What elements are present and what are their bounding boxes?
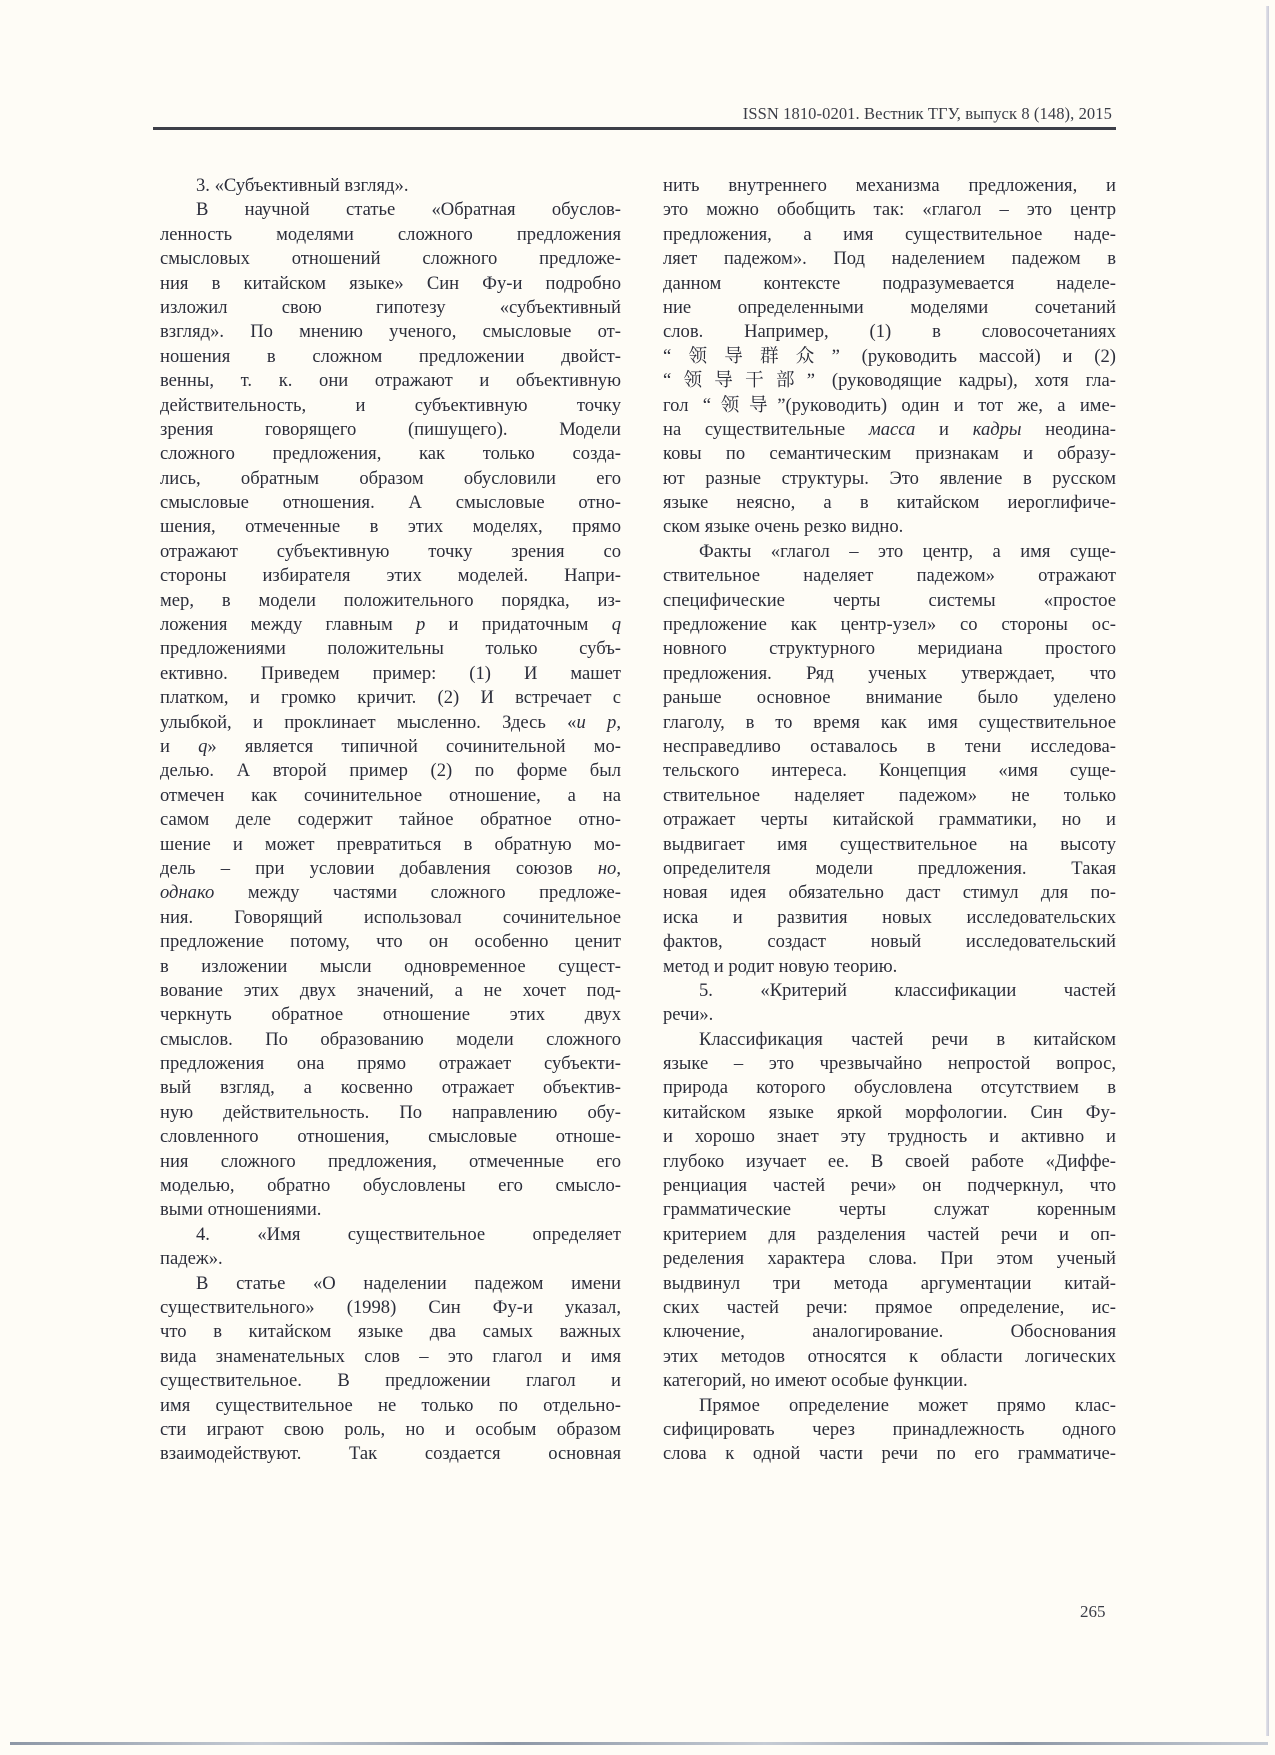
text-line: ключение, аналогирование. Обоснования: [663, 1321, 1116, 1343]
text-line: ния в китайском языке» Син Фу-и подробно: [160, 272, 621, 294]
text-line: словленного отношения, смысловые отноше-: [160, 1126, 621, 1148]
text-line: отмечен как сочинительное отношение, а на: [160, 784, 621, 806]
text-line: мер, в модели положительного порядка, из-: [160, 589, 621, 611]
text-line: смыслов. По образованию модели сложного: [160, 1028, 621, 1050]
text-line: имя существительное не только по отдельно-: [160, 1394, 621, 1416]
text-line: 5. «Критерий классификации частей: [699, 979, 1116, 1001]
text-line: в изложении мысли одновременное сущест-: [160, 955, 621, 977]
text-line: падеж».: [160, 1248, 223, 1270]
text-line: взгляд». По мнению ученого, смысловые от-: [160, 321, 621, 343]
text-line: определителя модели предложения. Такая: [663, 857, 1116, 879]
text-line: моделью, обратно обусловлены его смысло-: [160, 1175, 621, 1197]
text-line: сложного предложения, как только созда-: [160, 443, 621, 465]
text-line: и q» является типичной сочинительной мо-: [160, 735, 622, 757]
text-line: грамматические черты служат коренным: [663, 1199, 1116, 1221]
text-line: сифицировать через принадлежность одного: [663, 1418, 1116, 1440]
text-line: взаимодействуют. Так создается основная: [160, 1443, 621, 1465]
text-line: предложениями положительны только субъ-: [160, 638, 621, 660]
text-line: ковы по семантическим признакам и образу-: [663, 443, 1116, 465]
text-line: вование этих двух значений, а не хочет под-: [160, 979, 621, 1001]
text-line: делью. А второй пример (2) по форме был: [160, 760, 621, 782]
text-line: зрения говорящего (пишущего). Модели: [160, 418, 621, 440]
text-line: ния сложного предложения, отмеченные его: [160, 1150, 621, 1172]
header-rule: [153, 127, 1116, 130]
text-line: вида знаменательных слов – это глагол и имя: [160, 1345, 621, 1367]
text-line: выми отношениями.: [160, 1199, 322, 1221]
text-line: на существительные масса и кадры неодина-: [663, 418, 1116, 440]
text-line: данном контексте подразумевается наделе-: [663, 272, 1116, 294]
text-line: критерием для разделения частей речи и оп-: [663, 1223, 1116, 1245]
text-line: языке – это чрезвычайно непростой вопрос,: [663, 1053, 1116, 1075]
text-line: нить внутреннего механизма предложения, и: [663, 175, 1116, 196]
text-line: несправедливо оставалось в тени исследова-: [663, 735, 1116, 757]
text-line: смысловые отношения. А смысловые отно-: [160, 492, 621, 514]
text-line: ную действительность. По направлению обу-: [160, 1101, 621, 1123]
text-line: вый взгляд, а косвенно отражает объектив-: [160, 1077, 621, 1099]
running-head: ISSN 1810-0201. Вестник ТГУ, выпуск 8 (148), 2015: [742, 104, 1112, 123]
text-line: фактов, создаст новый исследовательский: [663, 931, 1116, 953]
text-line: речи».: [663, 1004, 714, 1026]
text-line: отражает черты китайской грамматики, но и: [663, 809, 1116, 831]
text-line: изложил свою гипотезу «субъективный: [160, 296, 621, 318]
text-line: черкнуть обратное отношение этих двух: [160, 1004, 621, 1026]
text-line: ределения характера слова. При этом ученый: [663, 1248, 1116, 1270]
text-line: и хорошо знает эту трудность и активно и: [663, 1126, 1116, 1148]
text-line: предложения она прямо отражает субъекти-: [160, 1053, 621, 1075]
text-line: ношения в сложном предложении двойст-: [160, 345, 621, 367]
right-column: [663, 174, 1116, 1467]
text-line: отражают субъективную точку зрения со: [160, 540, 621, 562]
text-line: Факты «глагол – это центр, а имя суще-: [699, 540, 1116, 562]
scan-edge-bottom: [10, 1742, 1268, 1745]
text-line: ленность моделями сложного предложения: [160, 223, 621, 245]
text-line: ния. Говорящий использовал сочинительное: [160, 906, 621, 928]
text-line: “领导干部” (руководящие кадры), хотя гла-: [663, 370, 1116, 392]
text-line: шение и может превратиться в обратную мо-: [160, 833, 621, 855]
text-line: предложения, а имя существительное наде-: [663, 223, 1116, 245]
text-line: слова к одной части речи по его грамматиче-: [663, 1443, 1116, 1465]
page-number: 265: [1080, 1602, 1106, 1621]
text-line: предложения. Ряд ученых утверждает, что: [663, 662, 1116, 684]
text-line: “领导群众” (руководить массой) и (2): [663, 345, 1116, 367]
text-line: венны, т. к. они отражают и объективную: [160, 370, 621, 392]
text-line: что в китайском языке два самых важных: [160, 1321, 621, 1343]
text-line: лись, обратным образом обусловили его: [160, 467, 621, 489]
text-line: ложения между главным p и придаточным q: [160, 614, 621, 636]
text-line: иска и развития новых исследовательских: [663, 906, 1116, 928]
text-line: Классификация частей речи в китайском: [699, 1028, 1116, 1050]
text-line: В научной статье «Обратная обуслов-: [196, 199, 621, 221]
text-line: новая идея обязательно даст стимул для по-: [663, 882, 1116, 904]
left-column: [160, 174, 621, 1467]
text-line: китайском языке яркой морфологии. Син Фу-: [663, 1101, 1116, 1123]
text-line: ние определенными моделями сочетаний: [663, 296, 1116, 318]
text-line: дель – при условии добавления союзов но,: [160, 857, 621, 879]
text-line: слов. Например, (1) в словосочетаниях: [663, 321, 1116, 343]
text-line: стороны избирателя этих моделей. Напри-: [160, 565, 621, 587]
text-line: ективно. Приведем пример: (1) И машет: [160, 662, 621, 684]
text-line: действительность, и субъективную точку: [160, 394, 621, 416]
text-line: выдвинул три метода аргументации китай-: [663, 1272, 1116, 1294]
text-line: В статье «О наделении падежом имени: [196, 1272, 621, 1294]
text-line: языке неясно, а в китайском иероглифиче-: [663, 492, 1116, 514]
text-line: ских частей речи: прямое определение, ис-: [663, 1296, 1116, 1318]
text-line: выдвигает имя существительное на высоту: [663, 833, 1116, 855]
text-line: сти играют свою роль, но и особым образом: [160, 1418, 621, 1440]
text-line: метод и родит новую теорию.: [663, 955, 898, 977]
text-line: глаголу, в то время как имя существительное: [663, 711, 1116, 733]
text-line: самом деле содержит тайное обратное отно-: [160, 809, 621, 831]
text-line: предложение потому, что он особенно ценит: [160, 931, 621, 953]
text-line: тельского интереса. Концепция «имя суще-: [663, 760, 1116, 782]
text-line: гол “领导”(руководить) один и тот же, а име-: [663, 394, 1116, 416]
text-line: 4. «Имя существительное определяет: [196, 1223, 621, 1245]
text-line: шения, отмеченные в этих моделях, прямо: [160, 516, 621, 538]
text-line: существительное. В предложении глагол и: [160, 1370, 621, 1392]
text-line: ском языке очень резко видно.: [663, 516, 904, 538]
text-line: специфические черты системы «простое: [663, 589, 1116, 611]
text-line: ствительное наделяет падежом» отражают: [663, 565, 1116, 587]
text-line: это можно обобщить так: «глагол – это центр: [663, 199, 1116, 221]
text-line: платком, и громко кричит. (2) И встречает с: [160, 687, 621, 709]
text-line: ляет падежом». Под наделением падежом в: [663, 248, 1116, 270]
text-line: существительного» (1998) Син Фу-и указал,: [160, 1296, 621, 1318]
text-line: однако между частями сложного предложе-: [160, 882, 621, 904]
text-line: глубоко изучает ее. В своей работе «Диффе-: [663, 1150, 1116, 1172]
text-line: раньше основное внимание было уделено: [663, 687, 1116, 709]
text-line: природа которого обусловлена отсутствием в: [663, 1077, 1116, 1099]
text-line: предложение как центр-узел» со стороны ос-: [663, 614, 1116, 636]
text-line: улыбкой, и проклинает мысленно. Здесь «и p,: [160, 711, 621, 733]
text-line: 3. «Субъективный взгляд».: [196, 175, 409, 196]
text-line: новного структурного меридиана простого: [663, 638, 1116, 660]
text-line: Прямое определение может прямо клас-: [699, 1394, 1116, 1416]
text-line: ствительное наделяет падежом» не только: [663, 784, 1116, 806]
text-line: ют разные структуры. Это явление в русском: [663, 467, 1116, 489]
text-line: этих методов относятся к области логических: [663, 1345, 1116, 1367]
scan-edge-right: [1266, 6, 1269, 1736]
text-line: ренциация частей речи» он подчеркнул, что: [663, 1175, 1116, 1197]
text-line: смысловых отношений сложного предложе-: [160, 248, 621, 270]
text-line: категорий, но имеют особые функции.: [663, 1370, 968, 1392]
